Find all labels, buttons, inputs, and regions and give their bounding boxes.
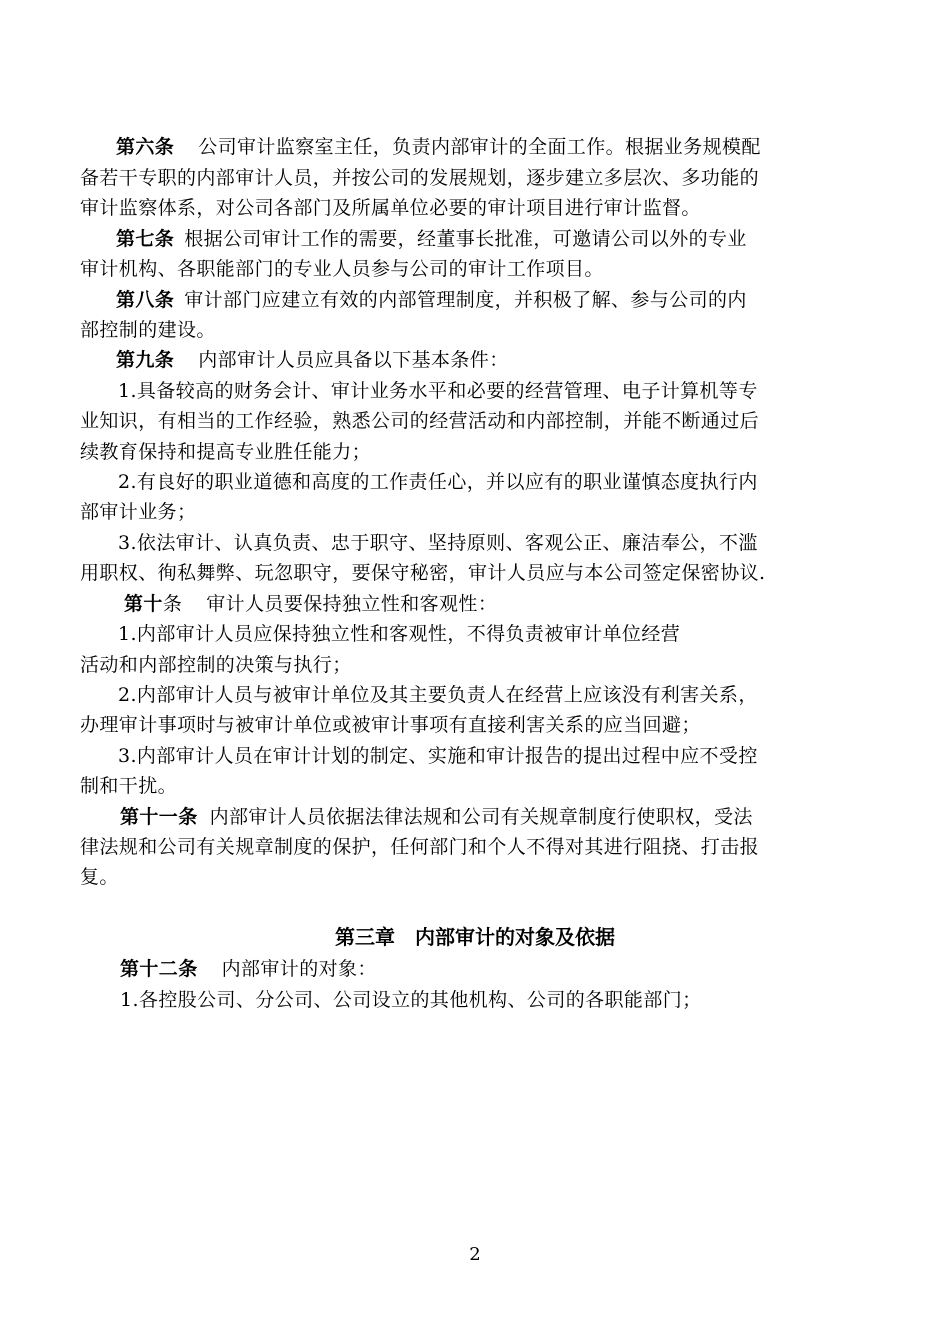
- article-11-heading: 第十一条: [120, 806, 198, 828]
- article-11-line-2: 律法规和公司有关规章制度的保护，任何部门和个人不得对其进行阻挠、打击报: [80, 836, 760, 858]
- article-11-text-1: 内部审计人员依据法律法规和公司有关规章制度行使职权，受法: [209, 806, 753, 828]
- article-12-text-1: 内部审计的对象：: [221, 958, 377, 980]
- article-9-item-3-line-2: 用职权、徇私舞弊、玩忽职守，要保守秘密，审计人员应与本公司签定保密协议.: [80, 562, 766, 584]
- article-8-line-1: [80, 285, 860, 315]
- article-12-item-1-text-1: 1.各控股公司、分公司、公司设立的其他机构、公司的各职能部门；: [120, 989, 702, 1011]
- chapter-3-title: 第三章 内部审计的对象及依据: [335, 925, 615, 949]
- article-8-line-2: 部控制的建设。: [80, 319, 216, 341]
- article-7-line-2: 审计机构、各职能部门的专业人员参与公司的审计工作项目。: [80, 258, 604, 280]
- article-10-item-2-line-2: 办理审计事项时与被审计单位或被审计事项有直接利害关系的应当回避；: [80, 714, 701, 736]
- article-6-heading: 第六条: [116, 136, 175, 158]
- article-9-item-2-line-2: 部审计业务；: [80, 501, 197, 523]
- article-9-heading: 第九条: [116, 349, 175, 371]
- article-9-item-3-line-1: [80, 528, 860, 558]
- article-10-heading-rest: 条: [162, 593, 183, 615]
- article-6-line-2: 备若干专职的内部审计人员，并按公司的发展规划，逐步建立多层次、多功能的: [80, 167, 760, 189]
- article-8-heading: 第八条: [116, 289, 175, 311]
- page-number: 2: [469, 1244, 481, 1265]
- article-6-line-3: 审计监察体系，对公司各部门及所属单位必要的审计项目进行审计监督。: [80, 197, 701, 219]
- article-11-line-3: 复。: [80, 866, 119, 888]
- article-9-item-2-text-1: 2.有良好的职业道德和高度的工作责任心，并以应有的职业谨慎态度执行内: [118, 471, 758, 493]
- article-7-heading: 第七条: [116, 228, 175, 250]
- article-10-item-3-text-1: 3.内部审计人员在审计计划的制定、实施和审计报告的提出过程中应不受控: [118, 745, 758, 767]
- article-10-item-3-line-1: [80, 741, 860, 771]
- article-9-item-3-text-1: 3.依法审计、认真负责、忠于职守、坚持原则、客观公正、廉洁奉公，不滥: [118, 532, 758, 554]
- article-10-item-3-line-2: 制和干扰。: [80, 775, 178, 797]
- article-10-item-2-line-1: [80, 680, 860, 710]
- article-9-item-2-line-1: [80, 467, 860, 497]
- article-9-item-1-line-2: 业知识，有相当的工作经验，熟悉公司的经营活动和内部控制，并能不断通过后: [80, 410, 760, 432]
- article-12-heading: 第十二条: [120, 958, 198, 980]
- article-8-text-1: 审计部门应建立有效的内部管理制度，并积极了解、参与公司的内: [184, 289, 747, 311]
- article-10-item-1-text-1: 1.内部审计人员应保持独立性和客观性，不得负责被审计单位经营: [118, 623, 681, 645]
- article-7-text-1: 根据公司审计工作的需要，经董事长批准，可邀请公司以外的专业: [184, 228, 747, 250]
- article-9-item-1-line-3: 续教育保持和提高专业胜任能力；: [80, 441, 372, 463]
- article-10-item-1-line-2: 活动和内部控制的决策与执行；: [80, 654, 352, 676]
- article-6-line-1: [80, 132, 860, 162]
- article-9-text-1: 内部审计人员应具备以下基本条件：: [198, 349, 509, 371]
- article-10-item-2-text-1: 2.内部审计人员与被审计单位及其主要负责人在经营上应该没有利害关系，: [118, 684, 758, 706]
- article-9-line-1: [80, 345, 860, 375]
- article-10-heading-bold: 第十: [124, 593, 163, 615]
- article-11-line-1: [80, 802, 860, 832]
- article-10-item-1-line-1: [80, 619, 860, 649]
- article-10-line-1: [80, 589, 860, 619]
- article-7-line-1: [80, 224, 860, 254]
- article-12-item-1-line-1: [80, 985, 860, 1015]
- article-9-item-1-line-1: [80, 376, 860, 406]
- article-10-text-1: 审计人员要保持独立性和客观性：: [206, 593, 498, 615]
- article-9-item-1-text-1: 1.具备较高的财务会计、审计业务水平和必要的经营管理、电子计算机等专: [118, 380, 758, 402]
- article-12-line-1: [80, 954, 860, 984]
- article-6-text-1: 公司审计监察室主任，负责内部审计的全面工作。根据业务规模配: [198, 136, 761, 158]
